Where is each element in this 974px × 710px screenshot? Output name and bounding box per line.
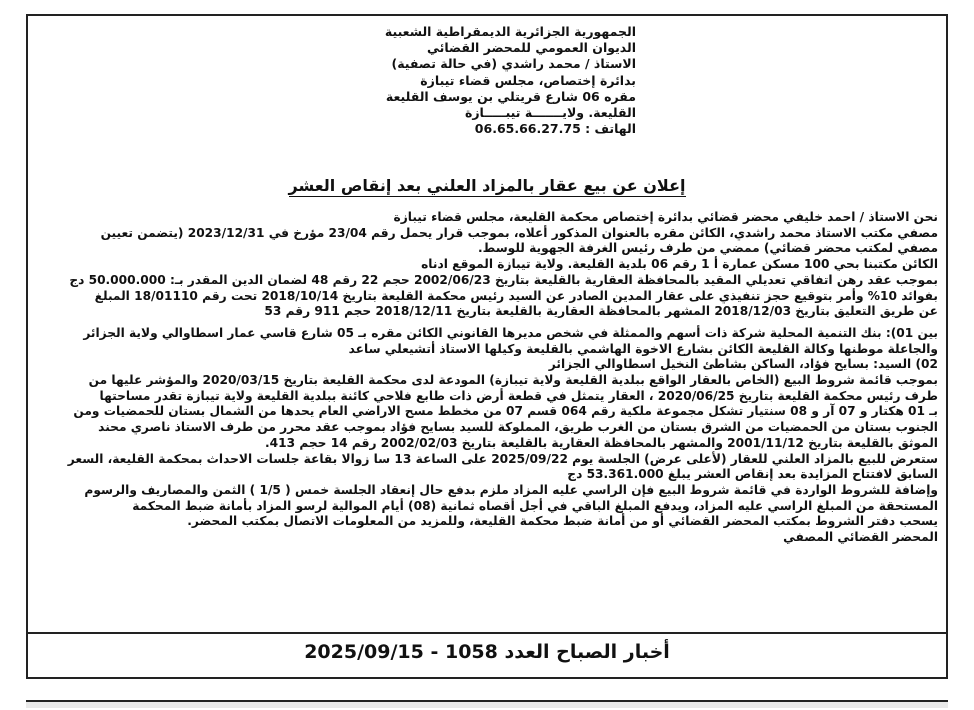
- body-line: نحن الاستاذ / احمد خليفي محضر قضائي بدائرة إختصاص محكمة القليعة، مجلس قضاء تيبازة: [393, 210, 938, 224]
- body-line: السابق لافتتاح المزايدة بعد إنقاص العشر يبلغ 53.361.000 دج: [567, 467, 938, 482]
- header-line-phone: الهاتف : 06.65.66.27.75: [474, 121, 636, 137]
- notice-title-text: إعلان عن بيع عقار بالمزاد العلني بعد إنقاص العشر: [288, 176, 686, 195]
- body-line: 02) السيد: بسايح فؤاد، الساكن بشاطئ النخيل اسطاوالي الجزائر: [548, 357, 938, 372]
- page-bottom-rule: [26, 700, 948, 708]
- body-line: بين 01): بنك التنمية المحلية شركة ذات أسهم والممثلة في شخص مديرها القانوني الكائن مقره بـ 05 شارع قاسي عمار اسطاوالي ولاية الجزائر: [83, 325, 938, 340]
- body-line: وإضافة للشروط الواردة في قائمة شروط البيع فإن الراسي عليه المزاد ملزم بدفع حال إنعقاد الجلسة خمس ( 1/5 ) الثمن والمصاريف والرسوم: [84, 482, 938, 497]
- notice-title: [0, 176, 974, 195]
- body-line: مصفي مكتب الاستاذ محمد راشدي، الكائن مقره بالعنوان المذكور أعلاه، بموجب قرار يحمل رقم 23/04 مؤرخ في 2023/12/31 (يتضمن تعيين: [100, 225, 938, 240]
- issuer-header: [306, 24, 636, 137]
- body-line: بـ 01 هكتار و 07 آر و 08 سنتيار تشكل مجموعة ملكية رقم 064 قسم 07 من مخطط مسح الاراضي العام يحدها من الشمال بستان للحمضيات ومن: [73, 404, 938, 419]
- header-line-office: الديوان العمومي للمحضر القضائي: [427, 40, 636, 56]
- header-line-jurisdiction: بدائرة إختصاص، مجلس قضاء تيبازة: [420, 72, 636, 88]
- body-line: المستحقة من المبلغ الراسي عليه المزاد، ويدفع المبلغ الباقي في أجل أقصاه ثمانية (08) أيام الموالية لرسو المزاد بأمانة ضبط المحكمة: [132, 498, 938, 513]
- body-line: بفوائد 10% وأمر بتوقيع حجز تنفيذي على عقار المدين الصادر عن السيد رئيس محكمة القليعة بتاريخ 2018/10/14 تحت رقم 18/01110 المبلغ: [94, 288, 938, 303]
- body-line: طرف رئيس محكمة القليعة بتاريخ 2020/06/25 ، العقار يتمثل في قطعة أرض ذات طابع فلاحي كائنة ببلدية القليعة ولاية تيبازة تقدر مساحتها: [99, 388, 938, 403]
- body-line: بموجب عقد رهن اتفاقي تعديلي المقيد بالمحافظة العقارية بالقليعة بتاريخ 2002/06/23 حجم 22 رقم 48 لضمان الدين المقدر بـ: 50.000.000 دج: [69, 272, 938, 287]
- body-line: عن طريق التعليق بتاريخ 2018/12/03 المشهر بالمحافظة العقارية بالقليعة بتاريخ 2018/12/11 حجم 911 رقم 53: [264, 304, 938, 319]
- body-line: الجنوب بستان من الحمضيات من الشرق بستان من الغرب طريق، المملوكة للسيد بسايح فؤاد بموجب عقد محرر من طرف الاستاذ ناصري محند: [98, 420, 938, 435]
- header-line-city: القليعة. ولايـــــــة تيبـــــازة: [464, 105, 636, 121]
- body-line: مصفي لمكتب محضر قضائي) ممضي من طرف رئيس الغرفة الجهوية للوسط.: [478, 241, 938, 256]
- header-line-republic: الجمهورية الجزائرية الديمقراطية الشعبية: [384, 24, 636, 39]
- notice-body: [36, 210, 938, 546]
- body-line: الموثق بالقليعة بتاريخ 2001/11/12 والمشهر بالمحافظة العقارية بالقليعة بتاريخ 2002/02/03 رقم 14 حجم 413.: [264, 435, 938, 450]
- body-line: يسحب دفتر الشروط بمكتب المحضر القضائي أو من أمانة ضبط محكمة القليعة، وللمزيد من المعلومات الاتصال بمكتب المحضر.: [187, 514, 938, 529]
- header-line-bailiff: الاستاذ / محمد راشدي (في حالة تصفية): [391, 56, 636, 72]
- newspaper-footer: أخبار الصباح العدد 1058 - 2025/09/15: [304, 641, 670, 663]
- body-line: ستعرض للبيع بالمزاد العلني للعقار (لأعلى عرض) الجلسة يوم 2025/09/22 على الساعة 13 سا زوالا بقاعة جلسات الاحداث بمحكمة القليعة، السعر: [67, 451, 938, 466]
- body-line: والجاعلة موطنها وكالة القليعة الكائن بشارع الاخوة الهاشمي بالقليعة وكيلها الاستاذ أتشيعلي ساعد: [348, 341, 938, 356]
- body-line: الكائن مكتبنا بحي 100 مسكن عمارة أ 1 رقم 06 بلدية القليعة. ولاية تيبازة الموقع ادناه: [421, 257, 938, 272]
- footer-divider: [28, 632, 946, 634]
- body-line: بموجب قائمة شروط البيع (الخاص بالعقار الواقع ببلدية القليعة ولاية تيبازة) المودعة لدى محكمة القليعة بتاريخ 2020/03/15 والمؤشر عليها من: [88, 373, 938, 388]
- signature: المحضر القضائي المصفي: [783, 530, 938, 545]
- header-line-address: مقره 06 شارع قريتلي بن يوسف القليعة: [385, 88, 636, 104]
